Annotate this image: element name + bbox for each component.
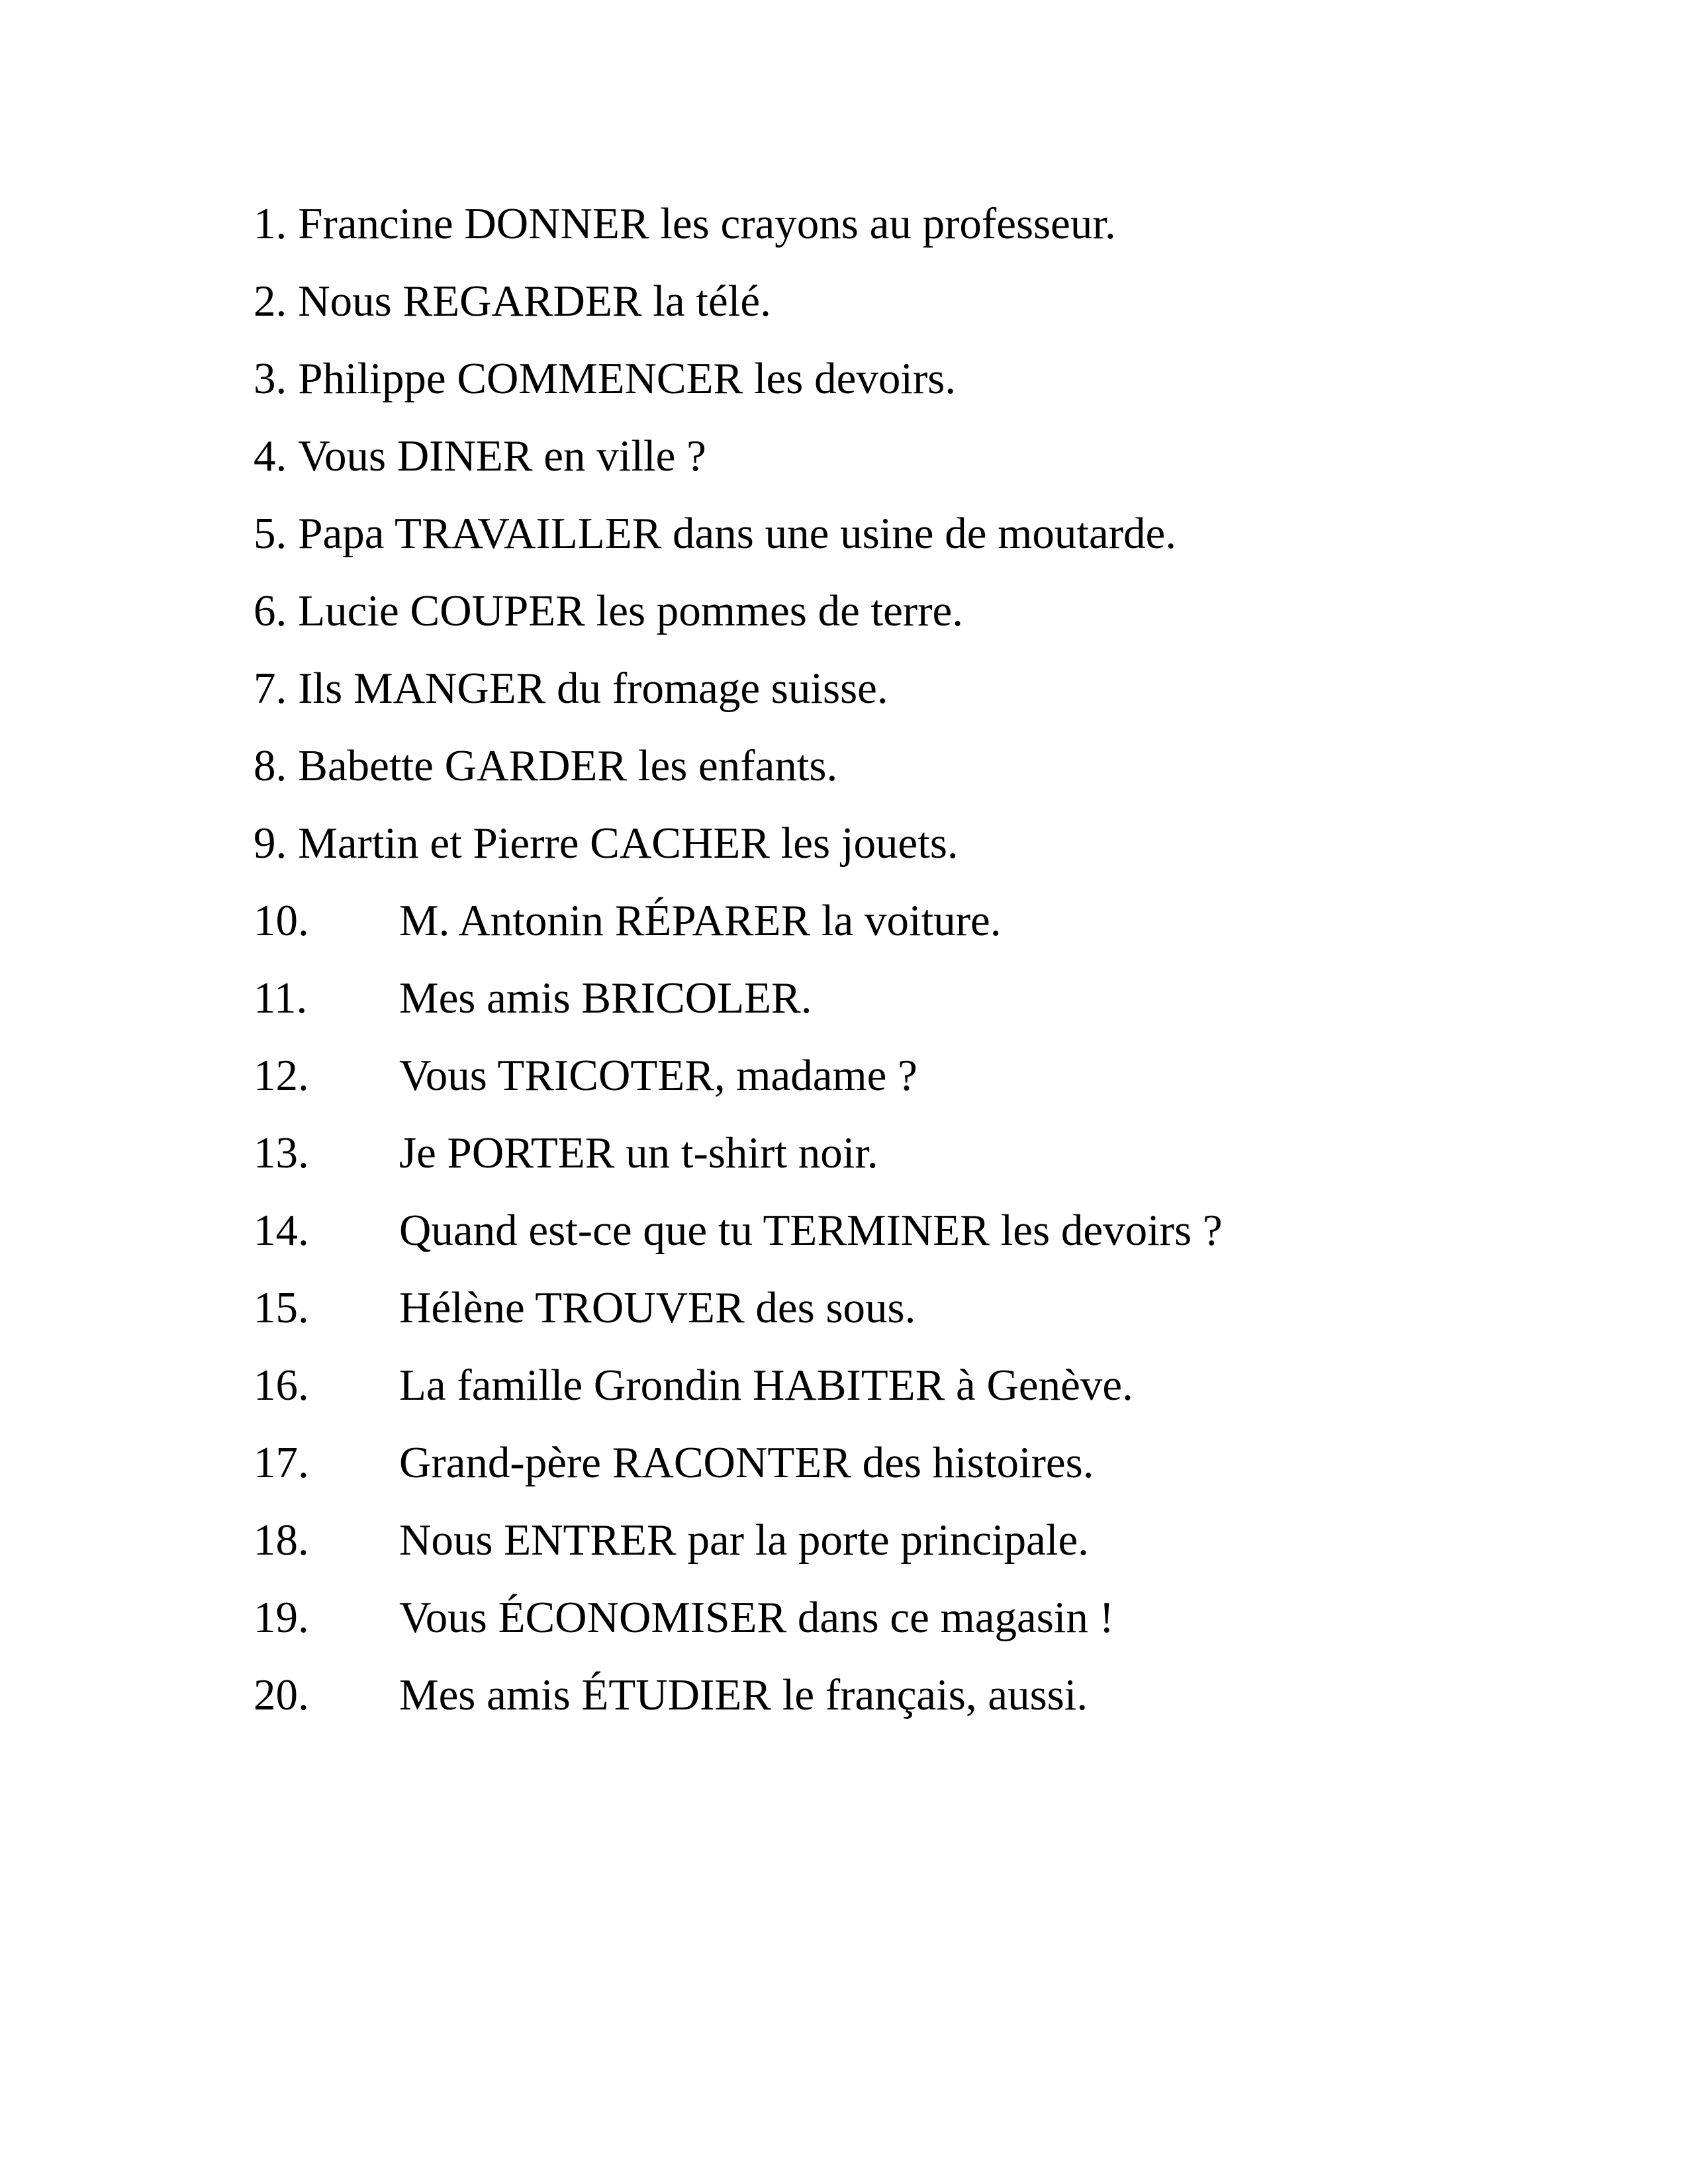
item-sentence: M. Antonin RÉPARER la voiture. [399, 896, 1002, 945]
exercise-line-20 [254, 1657, 1556, 1734]
exercise-line-14 [254, 1192, 1556, 1269]
item-number: 7. [254, 664, 287, 713]
item-sentence: Martin et Pierre CACHER les jouets. [298, 819, 959, 868]
item-number: 6. [254, 586, 287, 635]
item-number: 16. [254, 1361, 309, 1410]
item-sentence: Je PORTER un t-shirt noir. [399, 1128, 878, 1177]
item-number: 20. [254, 1670, 309, 1719]
item-number: 2. [254, 277, 287, 326]
item-number: 17. [254, 1438, 309, 1487]
item-sentence: Hélène TROUVER des sous. [399, 1283, 916, 1332]
item-number: 18. [254, 1516, 309, 1565]
item-number: 15. [254, 1283, 309, 1332]
item-sentence: Vous ÉCONOMISER dans ce magasin ! [399, 1593, 1114, 1642]
item-number: 10. [254, 896, 309, 945]
exercise-list [254, 185, 1556, 1734]
item-sentence: Vous TRICOTER, madame ? [399, 1051, 917, 1100]
item-sentence: Nous REGARDER la télé. [298, 277, 771, 326]
exercise-line-12 [254, 1037, 1556, 1115]
exercise-line-2 [254, 263, 1556, 340]
item-sentence: Mes amis BRICOLER. [399, 974, 812, 1023]
exercise-line-10 [254, 882, 1556, 960]
exercise-line-19 [254, 1579, 1556, 1657]
exercise-line-15 [254, 1269, 1556, 1347]
exercise-line-9 [254, 805, 1556, 882]
item-number: 9. [254, 819, 287, 868]
item-number: 4. [254, 432, 287, 480]
exercise-line-17 [254, 1424, 1556, 1502]
item-number: 14. [254, 1206, 309, 1255]
exercise-line-5 [254, 495, 1556, 572]
item-sentence: Nous ENTRER par la porte principale. [399, 1516, 1089, 1565]
item-number: 5. [254, 509, 287, 558]
item-sentence: Lucie COUPER les pommes de terre. [298, 586, 964, 635]
item-sentence: Francine DONNER les crayons au professeur. [298, 199, 1116, 248]
exercise-line-7 [254, 650, 1556, 727]
exercise-line-3 [254, 340, 1556, 418]
item-sentence: Papa TRAVAILLER dans une usine de moutarde. [298, 509, 1177, 558]
item-number: 8. [254, 741, 287, 790]
item-number: 11. [254, 974, 308, 1023]
exercise-line-8 [254, 727, 1556, 805]
exercise-line-1 [254, 185, 1556, 263]
item-sentence: Ils MANGER du fromage suisse. [298, 664, 888, 713]
exercise-line-6 [254, 572, 1556, 650]
item-sentence: Philippe COMMENCER les devoirs. [298, 354, 957, 403]
item-number: 3. [254, 354, 287, 403]
exercise-line-4 [254, 418, 1556, 495]
exercise-line-18 [254, 1502, 1556, 1579]
item-number: 12. [254, 1051, 309, 1100]
item-number: 19. [254, 1593, 309, 1642]
item-sentence: Quand est-ce que tu TERMINER les devoirs ? [399, 1206, 1223, 1255]
item-number: 13. [254, 1128, 309, 1177]
item-sentence: Vous DINER en ville ? [298, 432, 706, 480]
item-number: 1. [254, 199, 287, 248]
exercise-line-11 [254, 960, 1556, 1037]
item-sentence: Babette GARDER les enfants. [298, 741, 838, 790]
exercise-line-16 [254, 1347, 1556, 1424]
item-sentence: La famille Grondin HABITER à Genève. [399, 1361, 1133, 1410]
item-sentence: Grand-père RACONTER des histoires. [399, 1438, 1094, 1487]
item-sentence: Mes amis ÉTUDIER le français, aussi. [399, 1670, 1088, 1719]
exercise-line-13 [254, 1115, 1556, 1192]
